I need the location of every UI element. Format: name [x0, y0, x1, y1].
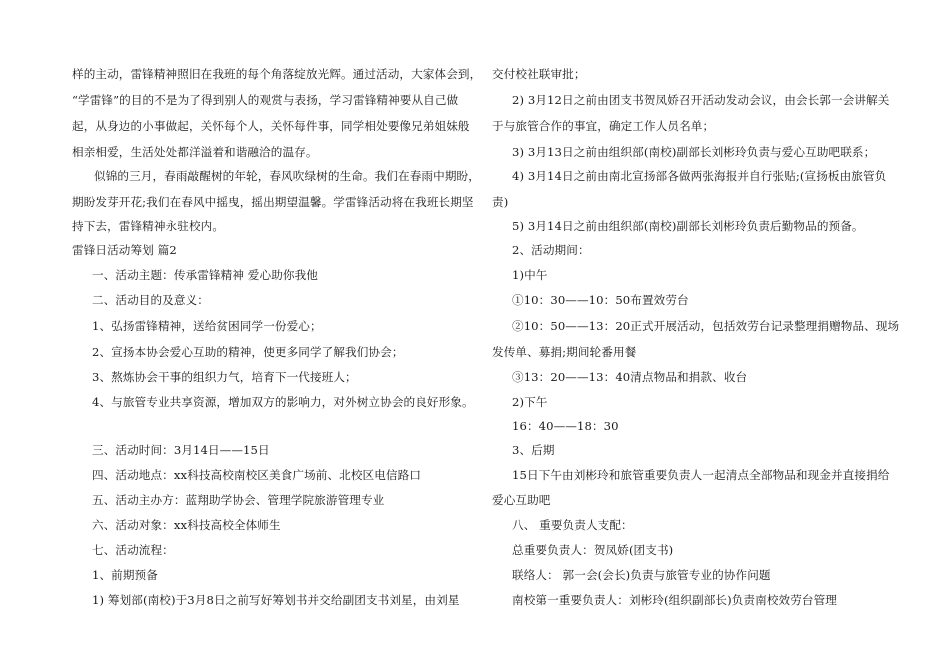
- text-line: 期盼发芽开花;我们在春风中摇曳，摇出期望温馨。学雷锋活动将在我班长期坚: [72, 195, 474, 209]
- text-line: 1、弘扬雷锋精神，送给贫困同学一份爱心；: [92, 319, 322, 333]
- text-line: 南校第一重要负责人：刘彬玲(组织副部长)负责南校效劳台管理: [512, 593, 837, 607]
- text-line: 二、活动目的及意义：: [92, 293, 209, 307]
- text-line: 1)中午: [512, 268, 548, 282]
- text-line: 5) 3月14日之前由组织部(南校)副部长刘彬玲负责后勤物品的预备。: [512, 219, 864, 233]
- text-line: 1) 筹划部(南校)于3月8日之前写好筹划书并交给副团支书刘星，由刘星: [92, 593, 460, 607]
- text-line: 3、后期: [512, 443, 555, 457]
- text-line: 总重要负责人：贺凤娇(团支书): [512, 543, 674, 557]
- text-line: 三、活动时间：3月14日——15日: [92, 443, 270, 457]
- text-line: 于与旅管合作的事宜，确定工作人员名单；: [492, 119, 715, 133]
- text-line: ②10：50——13：20正式开展活动，包括效劳台记录整理捐赠物品、现场: [512, 319, 900, 333]
- text-line: 责): [492, 195, 509, 209]
- text-line: 16：40——18：30: [512, 419, 619, 433]
- section-heading: 雷锋日活动筹划 篇2: [72, 243, 177, 257]
- text-line: 发传单、募捐;期间轮番用餐: [492, 345, 637, 359]
- text-line: “学雷锋”的目的不是为了得到别人的观赏与表扬，学习雷锋精神要从自己做: [72, 93, 459, 107]
- text-line: ①10：30——10：50布置效劳台: [512, 293, 689, 307]
- text-line: 似锦的三月，春雨敲醒树的年轮，春风吹绿树的生命。我们在春雨中期盼，: [94, 169, 480, 183]
- text-line: 交付校社联审批；: [492, 67, 586, 81]
- text-line: 1、前期预备: [92, 568, 158, 582]
- text-line: ③13：20——13：40清点物品和捐款、收台: [512, 370, 748, 384]
- text-line: 联络人： 郭一会(会长)负责与旅管专业的协作问题: [512, 568, 771, 582]
- text-line: 15日下午由刘彬玲和旅管重要负责人一起清点全部物品和现金并直接捐给: [512, 468, 890, 482]
- text-line: 持下去，雷锋精神永驻校内。: [72, 219, 225, 233]
- text-line: 相亲相爱，生活处处都洋溢着和谐融洽的温存。: [72, 145, 318, 159]
- text-line: 五、活动主办方：蓝翔助学协会、管理学院旅游管理专业: [92, 493, 385, 507]
- text-line: 4) 3月14日之前由南北宣扬部各做两张海报并自行张贴;(宣扬板由旅管负: [512, 169, 887, 183]
- text-line: 2、宣扬本协会爱心互助的精神，使更多同学了解我们协会；: [92, 345, 404, 359]
- text-line: 爱心互助吧: [492, 493, 551, 507]
- text-line: 4、与旅管专业共享资源，增加双方的影响力，对外树立协会的良好形象。: [92, 395, 474, 409]
- text-line: 八、 重要负责人支配：: [512, 518, 633, 532]
- text-line: 3) 3月13日之前由组织部(南校)副部长刘彬玲负责与爱心互助吧联系；: [512, 145, 876, 159]
- text-line: 六、活动对象：xx科技高校全体师生: [92, 518, 281, 532]
- text-line: 一、活动主题：传承雷锋精神 爱心助你我他: [92, 268, 318, 282]
- text-line: 起，从身边的小事做起，关怀每个人，关怀每件事，同学相处要像兄弟姐妹般: [72, 119, 470, 133]
- text-line: 2)下午: [512, 395, 548, 409]
- text-line: 2、活动期间：: [512, 243, 590, 257]
- text-line: 七、活动流程：: [92, 543, 174, 557]
- text-line: 2) 3月12日之前由团支书贺凤娇召开活动发动会议，由会长郭一会讲解关: [512, 93, 890, 107]
- text-line: 四、活动地点：xx科技高校南校区美食广场前、北校区电信路口: [92, 468, 422, 482]
- text-line: 3、熬炼协会干事的组织力气，培育下一代接班人；: [92, 370, 357, 384]
- text-line: 样的主动，雷锋精神照旧在我班的每个角落绽放光辉。通过活动，大家体会到，: [72, 67, 482, 81]
